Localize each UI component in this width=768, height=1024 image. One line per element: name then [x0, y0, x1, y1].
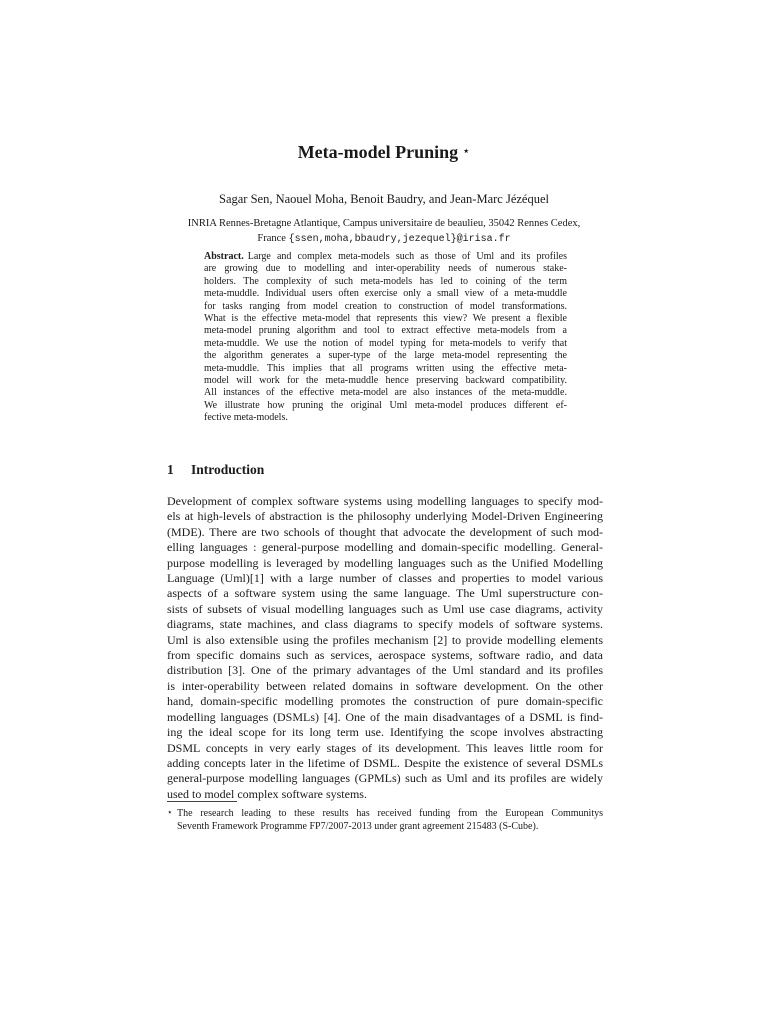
abstract-line: for tasks ranging from model creation to construction of model transformations. — [204, 300, 567, 312]
abstract-line: What is the effective meta-model that represents this view? We present a flexible — [204, 313, 567, 325]
abstract-line: meta-muddle. This implies that all programs written using the effective meta- — [204, 362, 567, 374]
abstract-line: holders. The complexity of such meta-models has led to coining of the term — [204, 275, 567, 287]
abstract — [204, 251, 567, 425]
abstract-line: fective meta-models. — [204, 412, 288, 424]
body-line: used to model complex software systems. — [167, 786, 367, 801]
body-line: DSML concepts in very early stages of its development. This leaves little room for — [167, 740, 603, 755]
section-heading — [167, 461, 264, 479]
body-text — [167, 494, 603, 802]
affiliation-country: France — [257, 233, 286, 244]
body-line: modelling languages (DSMLs) [4]. One of the main disadvantages of a DSML is find- — [167, 709, 603, 724]
body-line: (MDE). There are two schools of thought that advocate the development of such mod- — [167, 524, 603, 539]
abstract-line: meta-muddle. Individual users often exercise only a small view of a meta-muddle — [204, 288, 567, 300]
footnote-marker: ⋆ — [167, 807, 173, 817]
body-line: hand, domain-specific modelling promotes the construction of pure domain-specific — [167, 694, 603, 709]
body-line: adding concepts later in the lifetime of DSML. Despite the existence of several DSMLs — [167, 755, 603, 770]
body-line: general-purpose modelling languages (GPMLs) such as Uml and its profiles are widely — [167, 771, 603, 786]
body-line: els at high-levels of abstraction is the philosophy underlying Model-Driven Engineering — [167, 509, 603, 524]
abstract-line: Abstract. Large and complex meta-models such as those of Uml and its profiles — [204, 251, 567, 262]
body-line: elling languages : general-purpose modelling and domain-specific modelling. General- — [167, 540, 603, 555]
affiliation-line-2 — [150, 231, 618, 247]
affiliation-line: INRIA Rennes-Bretagne Atlantique, Campus universitaire de beaulieu, 35042 Rennes Cedex, — [187, 218, 581, 229]
abstract-line: model will work for the meta-muddle hence preserving backward compatibility. — [204, 375, 567, 387]
body-line: ing the ideal scope for its long term use. Identifying the scope involves abstracting — [167, 725, 603, 740]
footnote-rule — [167, 801, 237, 802]
title-footnote-marker: ⋆ — [462, 143, 471, 158]
body-line: diagrams, state machines, and class diagrams to specify models of software systems. — [167, 617, 603, 632]
footnote-line: ⋆ The research leading to these results has received funding from the European Communitys — [167, 807, 603, 819]
footnote — [167, 806, 603, 833]
author-emails: {ssen,moha,bbaudry,jezequel}@irisa.fr — [288, 234, 511, 245]
footnote-line: Seventh Framework Programme FP7/2007-2013 under grant agreement 215483 (S-Cube). — [177, 821, 539, 832]
abstract-line: meta-muddle. We use the notion of model typing for meta-models to verify that — [204, 337, 567, 349]
abstract-line: All instances of the effective meta-model are also instances of the meta-muddle. — [204, 387, 567, 399]
abstract-line: the algorithm generates a super-type of the large meta-model representing the — [204, 350, 567, 362]
body-line: sists of subsets of visual modelling languages such as Uml use case diagrams, activity — [167, 601, 603, 616]
section-number: 1 — [167, 462, 174, 477]
abstract-label: Abstract. — [204, 251, 244, 262]
body-line: is inter-operability between related domains in software development. On the other — [167, 678, 603, 693]
affiliation — [150, 216, 618, 247]
abstract-line: We illustrate how pruning the original Uml meta-model produces different ef- — [204, 399, 567, 411]
author-list: Sagar Sen, Naouel Moha, Benoit Baudry, and Jean-Marc Jézéquel — [219, 192, 549, 206]
section-title: Introduction — [191, 462, 265, 477]
paper-title — [0, 140, 768, 163]
body-line: distribution [3]. One of the primary advantages of the Uml standard and its profiles — [167, 663, 603, 678]
abstract-line: are growing due to modelling and inter-operability needs of numerous stake- — [204, 263, 567, 275]
body-line: purpose modelling is leveraged by modelling languages such as the Unified Modelling — [167, 555, 603, 570]
body-line: aspects of a software system using the same language. The Uml superstructure con- — [167, 586, 603, 601]
paper-title-text: Meta-model Pruning — [297, 142, 459, 162]
body-line: Uml is also extensible using the profiles mechanism [2] to provide modelling elements — [167, 632, 603, 647]
body-line: Development of complex software systems using modelling languages to specify mod- — [167, 494, 603, 508]
body-line: from specific domains such as services, aerospace systems, software radio, and data — [167, 648, 603, 663]
body-line: Language (Uml)[1] with a large number of classes and properties to model various — [167, 571, 603, 586]
abstract-line: meta-model pruning algorithm and tool to extract effective meta-models from a — [204, 325, 567, 337]
